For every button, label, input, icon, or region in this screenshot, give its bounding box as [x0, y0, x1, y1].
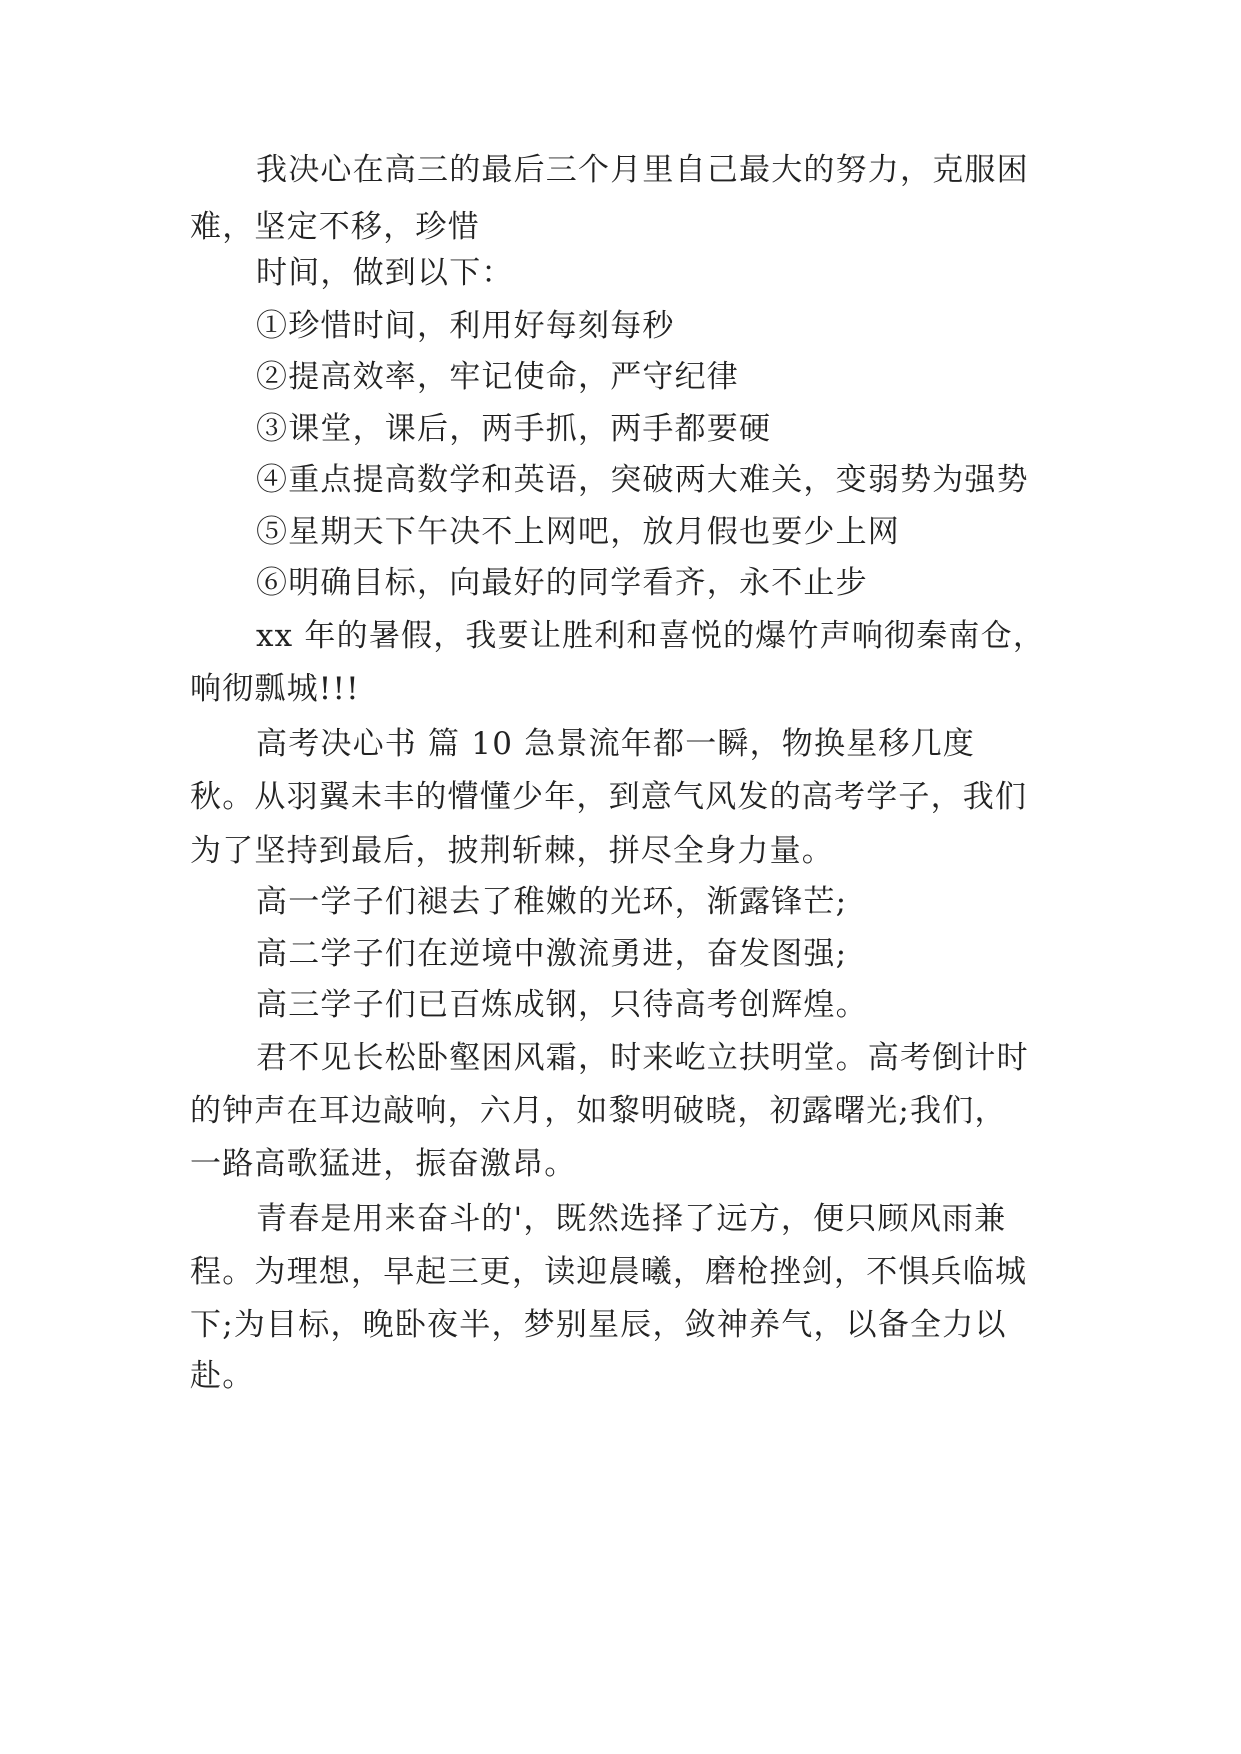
paragraph-line: 下;为目标，晚卧夜半，梦别星辰，敛神养气，以备全力以: [190, 1307, 1007, 1343]
list-item: ③课堂，课后，两手抓，两手都要硬: [256, 411, 772, 447]
paragraph-line: 高三学子们已百炼成钢，只待高考创辉煌。: [256, 987, 868, 1023]
paragraph-line: 程。为理想，早起三更，读迎晨曦，磨枪挫剑，不惧兵临城: [190, 1254, 1028, 1290]
paragraph-line: 高一学子们褪去了稚嫩的光环，渐露锋芒;: [256, 884, 848, 920]
paragraph-line: 赴。: [190, 1358, 255, 1394]
paragraph-line: 难，坚定不移，珍惜: [190, 209, 480, 245]
list-item: ①珍惜时间，利用好每刻每秒: [256, 308, 675, 344]
paragraph-line: 为了坚持到最后，披荆斩棘，拼尽全身力量。: [190, 833, 834, 869]
paragraph-line: 响彻瓢城!!!: [190, 671, 360, 707]
paragraph-line: 时间，做到以下：: [256, 255, 514, 291]
paragraph-line: 高二学子们在逆境中激流勇进，奋发图强;: [256, 936, 848, 972]
section-heading-line: 高考决心书 篇 10 急景流年都一瞬，物换星移几度: [256, 726, 976, 762]
paragraph-line: 君不见长松卧壑困风霜，时来屹立扶明堂。高考倒计时: [256, 1040, 1029, 1076]
paragraph-line: xx 年的暑假，我要让胜利和喜悦的爆竹声响彻秦南仓，: [256, 618, 1046, 654]
paragraph-line: 我决心在高三的最后三个月里自己最大的努力，克服困: [256, 152, 1029, 188]
list-item: ②提高效率，牢记使命，严守纪律: [256, 359, 739, 395]
list-item: ⑤星期天下午决不上网吧，放月假也要少上网: [256, 514, 900, 550]
paragraph-line: 一路高歌猛进，振奋激昂。: [190, 1146, 577, 1182]
list-item: ⑥明确目标，向最好的同学看齐，永不止步: [256, 565, 868, 601]
list-item: ④重点提高数学和英语，突破两大难关，变弱势为强势: [256, 462, 1029, 498]
paragraph-line: 的钟声在耳边敲响，六月，如黎明破晓，初露曙光;我们，: [190, 1093, 1007, 1129]
paragraph-line: 青春是用来奋斗的'，既然选择了远方，便只顾风雨兼: [256, 1201, 1007, 1237]
paragraph-line: 秋。从羽翼未丰的懵懂少年，到意气风发的高考学子，我们: [190, 779, 1028, 815]
